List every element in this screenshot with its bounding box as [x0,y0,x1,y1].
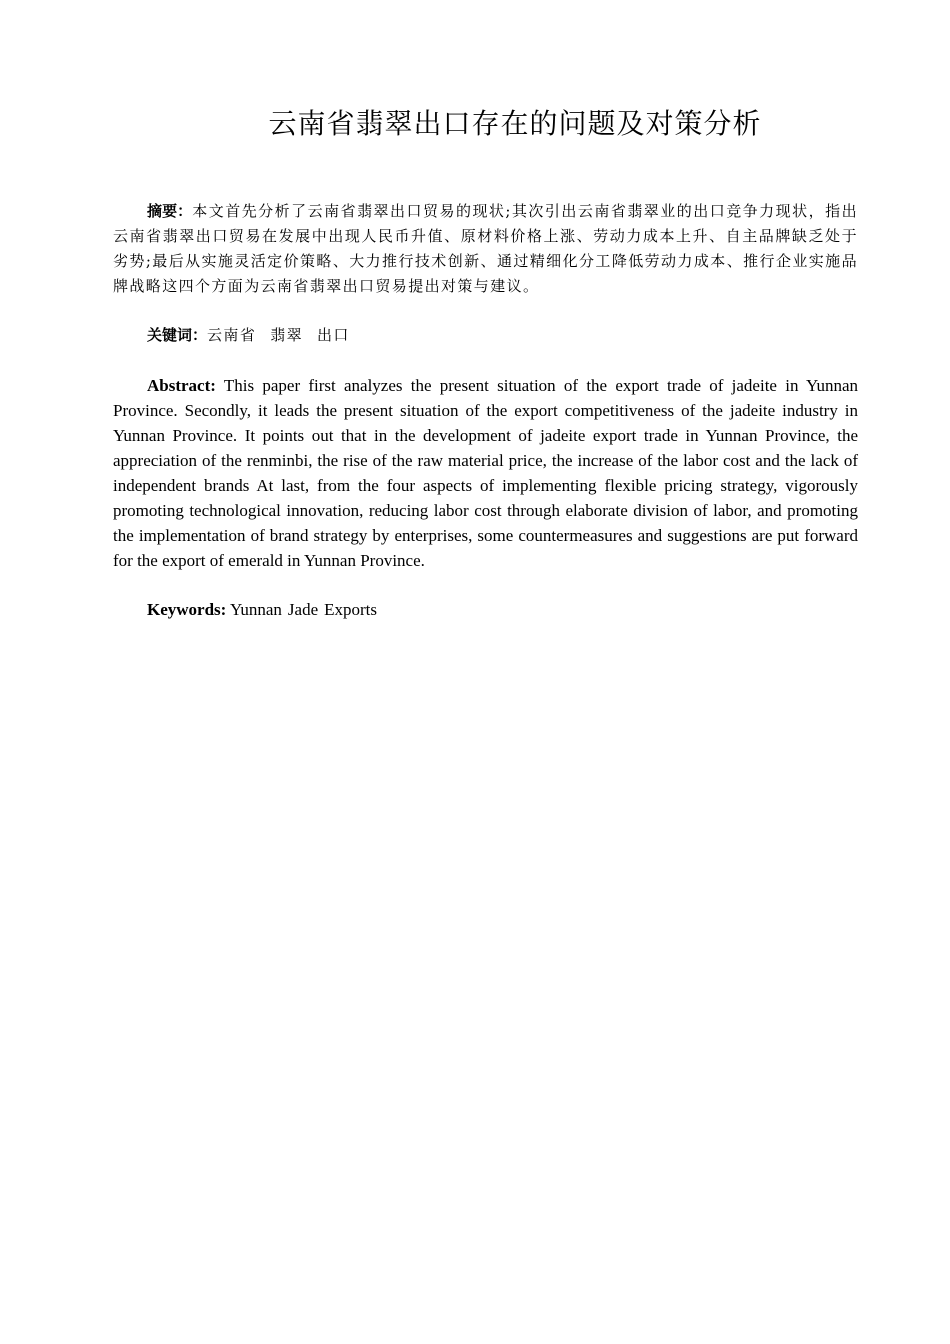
english-abstract-label: Abstract: [147,376,216,395]
english-keywords [113,597,858,622]
english-keyword: Jade [287,600,319,619]
english-abstract-text: This paper first analyzes the present situation of the export trade of jadeite in Yunnan Province. Secondly, it leads the present situation of the export competitiveness of the jadeite industry in Yunnan Province. It points out that in the development of jadeite export trade in Yunnan Province, the appreciation of the renminbi, the rise of the raw material price, the increase of the labor cost and the lack of independent brands At last, from the four aspects of implementing flexible pricing strategy, vigorously promoting technological innovation, reducing labor cost through elaborate division of labor, and promoting the implementation of brand strategy by enterprises, some countermeasures and suggestions are put forward for the export of emerald in Yunnan Province. [113,376,858,570]
chinese-keyword: 翡翠 [270,326,304,344]
page-title: 云南省翡翠出口存在的问题及对策分析 [268,107,762,140]
chinese-keywords-label: 关键词： [147,326,208,344]
chinese-keyword: 云南省 [207,326,257,344]
chinese-abstract-label: 摘要： [147,202,193,220]
english-keyword: Exports [324,600,378,619]
chinese-abstract-text: 本文首先分析了云南省翡翠出口贸易的现状;其次引出云南省翡翠业的出口竞争力现状，指出云南省翡翠出口贸易在发展中出现人民币升值、原材料价格上涨、劳动力成本上升、自主品牌缺乏处于劣势;最后从实施灵活定价策略、大力推行技术创新、通过精细化分工降低劳动力成本、推行企业实施品牌战略这四个方面为云南省翡翠出口贸易提出对策与建议。 [113,202,858,295]
english-keyword: Yunnan [229,600,282,619]
chinese-keywords [113,323,858,348]
chinese-abstract [113,199,858,299]
english-abstract [113,373,858,573]
english-keywords-label: Keywords: [147,600,227,619]
chinese-keyword: 出口 [317,326,350,344]
